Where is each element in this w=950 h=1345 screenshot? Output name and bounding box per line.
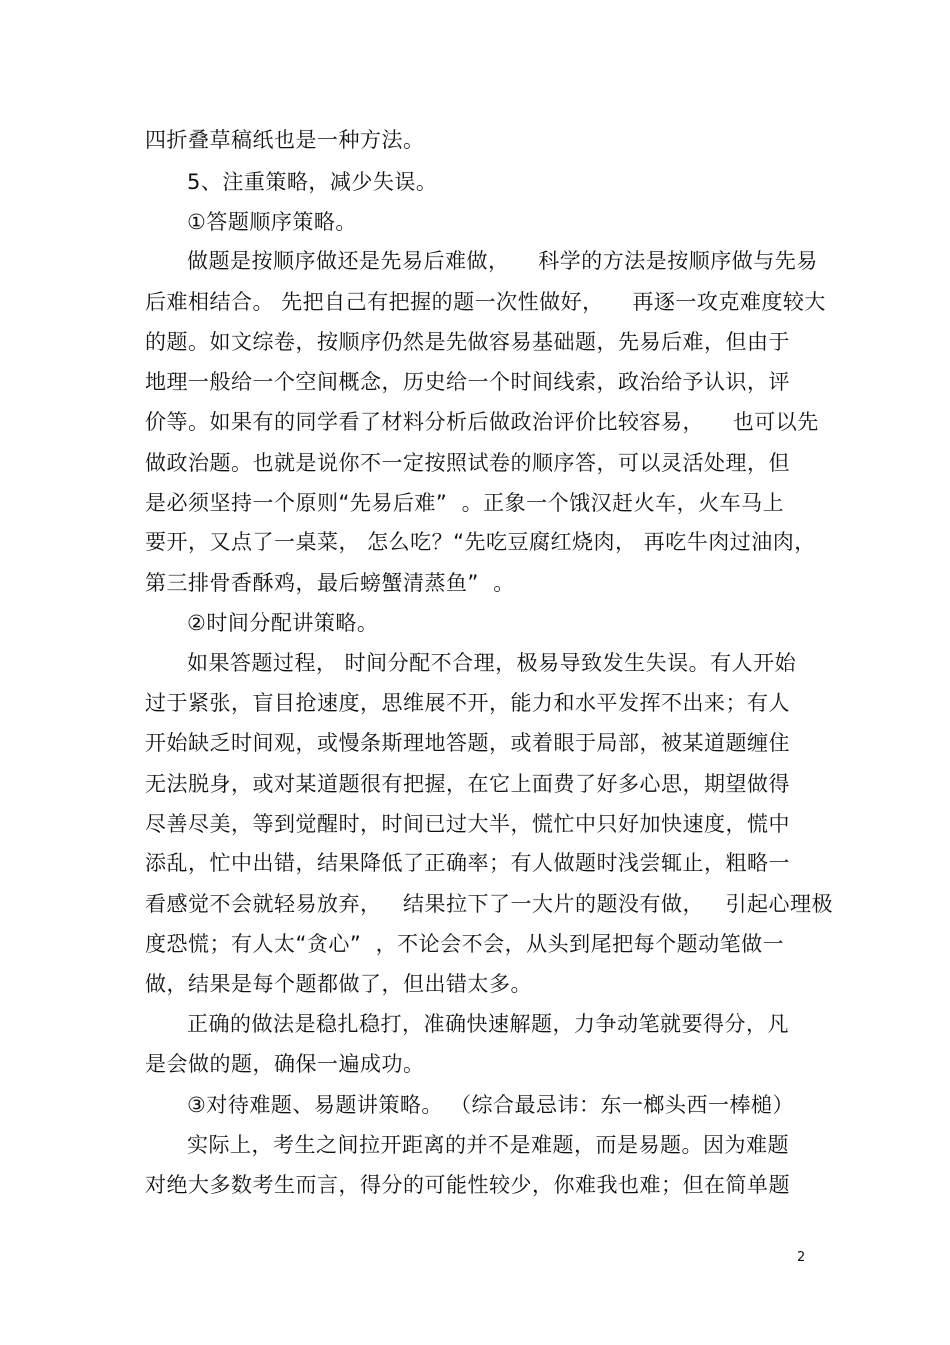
text-line: 要开，又点了一桌菜， 怎么吃？“先吃豆腐红烧肉， 再吃牛肉过油肉，: [145, 530, 816, 554]
section-heading: 5、注重策略，减少失误。: [187, 170, 438, 194]
text-line: 地理一般给一个空间概念，历史给一个时间线索，政治给予认识，评: [145, 370, 790, 394]
text-line: 第三排骨香酥鸡，最后螃蟹清蒸鱼” 。: [145, 571, 515, 595]
text-line: 如果答题过程， 时间分配不合理，极易导致发生失误。有人开始: [187, 651, 797, 675]
text-line: 开始缺乏时间观，或慢条斯理地答题，或着眼于局部，被某道题缠住: [145, 731, 790, 755]
text-line: 对绝大多数考生而言，得分的可能性较少，你难我也难；但在简单题: [145, 1173, 790, 1197]
text-line: 后难相结合。 先把自己有把握的题一次性做好， 再逐一攻克难度较大: [145, 290, 826, 314]
text-line: 是必须坚持一个原则“先易后难” 。正象一个饿汉赶火车，火车马上: [145, 491, 785, 515]
text-line: 正确的做法是稳扎稳打，准确快速解题，力争动笔就要得分，凡: [187, 1012, 789, 1036]
text-line: 四折叠草稿纸也是一种方法。: [145, 128, 425, 152]
text-line: 价等。如果有的同学看了材料分析后做政治评价比较容易， 也可以先: [145, 410, 819, 434]
subsection-heading: ②时间分配讲策略。: [187, 611, 379, 635]
text-line: 做，结果是每个题都做了，但出错太多。: [145, 972, 532, 996]
text-line: 尽善尽美，等到觉醒时，时间已过大半，慌忙中只好加快速度，慌中: [145, 812, 790, 836]
page-number: 2: [797, 1250, 806, 1265]
text-line: 的题。如文综卷，按顺序仍然是先做容易基础题，先易后难，但由于: [145, 330, 790, 354]
text-line: 度恐慌；有人太“贪心” ，不论会不会，从头到尾把每个题动笔做一: [145, 932, 785, 956]
subsection-heading: ①答题顺序策略。: [187, 210, 357, 234]
text-line: 无法脱身，或对某道题很有把握，在它上面费了好多心思，期望做得: [145, 772, 790, 796]
text-line: 实际上，考生之间拉开距离的并不是难题，而是易题。因为难题: [187, 1133, 789, 1157]
text-line: 看感觉不会就轻易放弃， 结果拉下了一大片的题没有做， 引起心理极: [145, 892, 834, 916]
text-line: 做政治题。也就是说你不一定按照试卷的顺序答，可以灵活处理，但: [145, 451, 790, 475]
text-line: 做题是按顺序做还是先易后难做， 科学的方法是按顺序做与先易: [187, 249, 818, 273]
text-line: 添乱，忙中出错，结果降低了正确率；有人做题时浅尝辄止，粗略一: [145, 851, 790, 875]
text-line: 过于紧张，盲目抢速度，思维展不开，能力和水平发挥不出来；有人: [145, 691, 790, 715]
text-line: 是会做的题，确保一遍成功。: [145, 1052, 425, 1076]
subsection-heading: ③对待难题、易题讲策略。 （综合最忌讳：东一榔头西一棒槌）: [187, 1093, 794, 1117]
